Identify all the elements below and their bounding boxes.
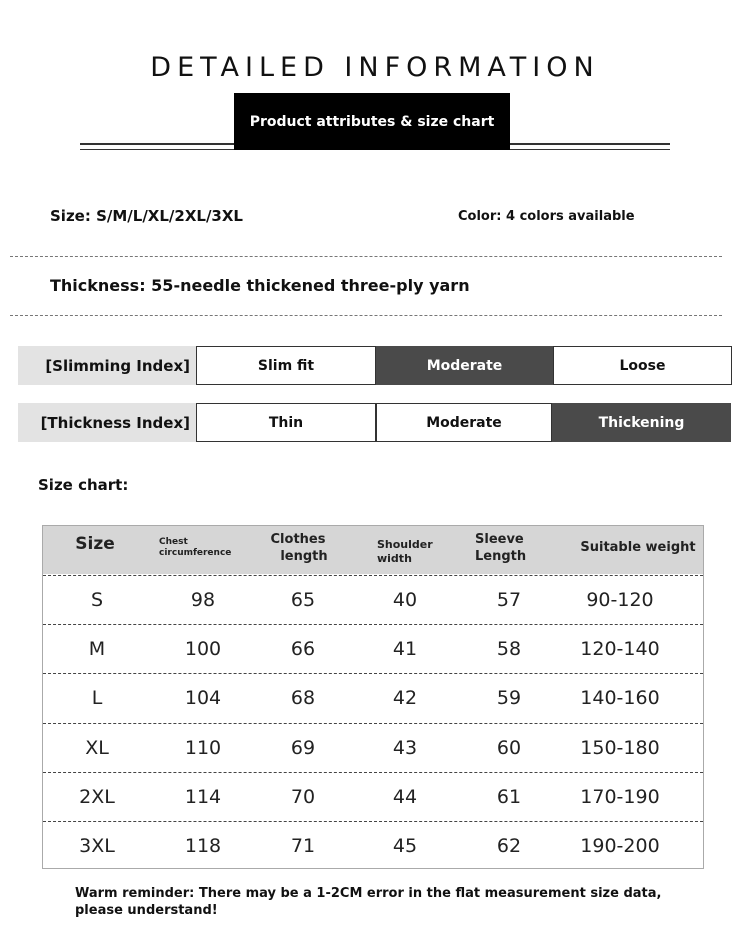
thickness-option-thickening: Thickening [552,403,731,442]
cell-shoulder-width: 43 [392,736,418,759]
cell-suitable-weight: 90-120 [586,589,654,611]
cell-suitable-weight: 150-180 [580,736,660,759]
table-row [43,821,703,871]
thickness-option-moderate: Moderate [376,403,552,442]
table-row [43,723,703,773]
header-suitable-weight: Suitable weight [580,540,696,555]
header-clothes-length: Clothes length [270,532,328,564]
slimming-option-loose: Loose [553,346,732,385]
thickness-attribute: Thickness: 55-needle thickened three-ply yarn [50,276,470,295]
slimming-index-label: [Slimming Index] [18,346,196,385]
color-attribute: Color: 4 colors available [458,209,635,224]
header-size: Size [75,534,115,554]
cell-chest: 110 [184,736,222,759]
cell-sleeve-length: 57 [496,589,522,611]
cell-clothes-length: 66 [290,638,316,661]
cell-chest: 104 [184,687,222,710]
header-rule-left-thin [80,149,236,150]
cell-clothes-length: 68 [290,687,316,710]
cell-chest: 98 [190,589,216,611]
cell-sleeve-length: 61 [496,785,522,808]
thickness-option-thin: Thin [196,403,376,442]
cell-sleeve-length: 60 [496,736,522,759]
size-chart-label: Size chart: [38,476,129,494]
cell-clothes-length: 69 [290,736,316,759]
page-title: DETAILED INFORMATION [150,52,600,83]
cell-sleeve-length: 58 [496,638,522,661]
table-row [43,772,703,822]
cell-size: M [88,638,106,661]
table-row [43,624,703,674]
cell-shoulder-width: 40 [392,589,418,611]
divider [10,315,722,316]
cell-suitable-weight: 190-200 [580,835,660,857]
warm-reminder: Warm reminder: There may be a 1-2CM error in the flat measurement size data, please understand! [75,886,662,918]
cell-clothes-length: 65 [290,589,316,611]
size-attribute: Size: S/M/L/XL/2XL/3XL [50,207,243,225]
cell-size: L [91,687,103,710]
cell-size: XL [85,736,109,759]
cell-size: 2XL [79,785,115,808]
slimming-option-moderate: Moderate [376,346,553,385]
cell-size: 3XL [79,835,115,857]
cell-shoulder-width: 42 [392,687,418,710]
header-rule-left [80,143,236,145]
thickness-index-label: [Thickness Index] [18,403,196,442]
cell-suitable-weight: 120-140 [580,638,660,661]
cell-suitable-weight: 140-160 [580,687,660,710]
cell-chest: 100 [184,638,222,661]
table-row [43,575,703,625]
cell-clothes-length: 71 [290,835,316,857]
header-sleeve-length: Sleeve Length [475,532,527,564]
cell-clothes-length: 70 [290,785,316,808]
divider [10,256,722,257]
size-chart-table [42,525,704,869]
table-header [43,526,703,574]
header-shoulder-width: Shoulder width [377,538,433,565]
header-rule-right-thin [508,149,670,150]
cell-shoulder-width: 44 [392,785,418,808]
cell-shoulder-width: 41 [392,638,418,661]
cell-sleeve-length: 59 [496,687,522,710]
cell-size: S [90,589,104,611]
cell-chest: 118 [184,835,222,857]
header-rule-right [508,143,670,145]
cell-chest: 114 [184,785,222,808]
cell-shoulder-width: 45 [392,835,418,857]
header-chest: Chest circumference [159,537,232,558]
section-subtitle: Product attributes & size chart [234,93,510,150]
table-row [43,673,703,723]
cell-sleeve-length: 62 [496,835,522,857]
cell-suitable-weight: 170-190 [580,785,660,808]
slimming-option-slim-fit: Slim fit [196,346,376,385]
